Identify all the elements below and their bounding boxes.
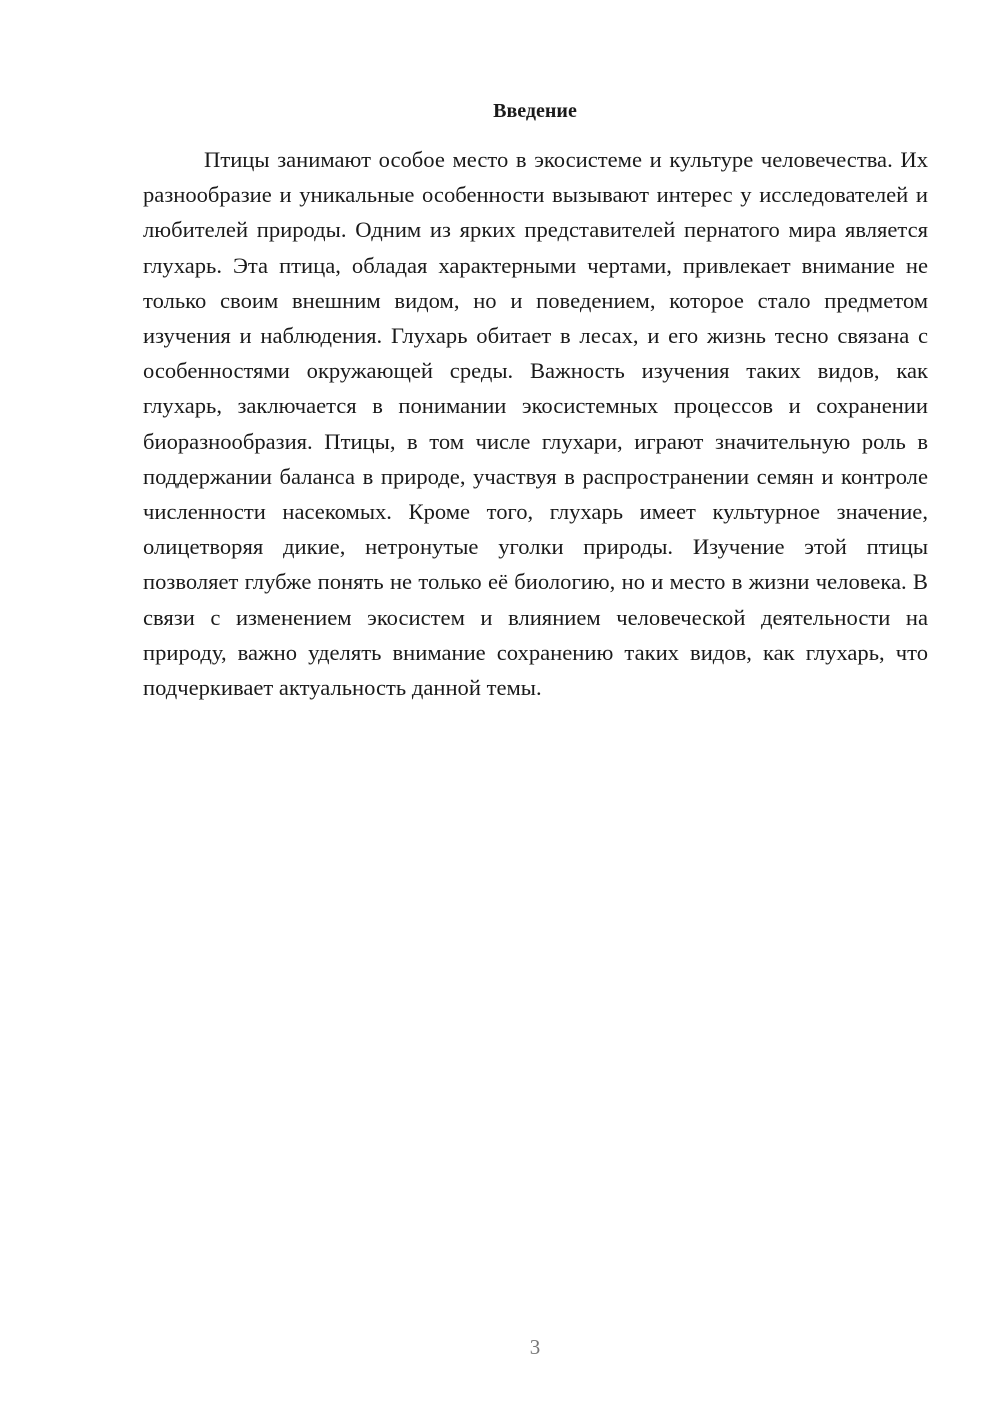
page-number: 3 [529,1335,541,1359]
section-heading: Введение [493,100,577,122]
intro-paragraph: Птицы занимают особое место в экосистеме и культуре человечества. Их разнообразие и уникальные особенности вызывают интерес у исследователей и любителей природы. Одним из ярких представителей пернатого мира является глухарь. Эта птица, обладая характерными чертами, привлекает внимание не только своим внешним видом, но и поведением, которое стало предметом изучения и наблюдения. Глухарь обитает в лесах, и его жизнь тесно связана с особенностями окружающей среды. Важность изучения таких видов, как глухарь, заключается в понимании экосистемных процессов и сохранении биоразнообразия. Птицы, в том числе глухари, играют значительную роль в поддержании баланса в природе, участвуя в распространении семян и контроле численности насекомых. Кроме того, глухарь имеет культурное значение, олицетворяя дикие, нетронутые уголки природы. Изучение этой птицы позволяет глубже понять не только её биологию, но и место в жизни человека. В связи с изменением экосистем и влиянием человеческой деятельности на природу, важно уделять внимание сохранению таких видов, как глухарь, что подчеркивает актуальность данной темы. [143,147,928,701]
